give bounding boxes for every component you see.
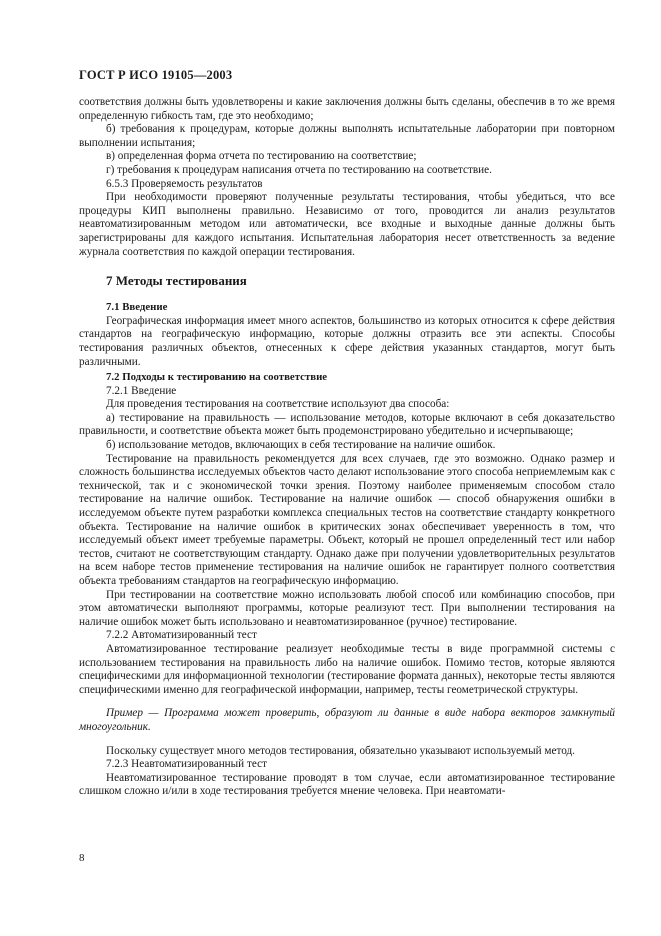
subsection-heading: 7.2.1 Введение (106, 384, 177, 397)
subsection-heading: 7.2.2 Автоматизированный тест (106, 629, 257, 642)
paragraph: Неавтоматизированное тестирование проводят в том случае, если автоматизированное тестирование слишком сложно и/или в ходе тестирования требуется мнение человека. При неавтомати- (79, 771, 615, 798)
list-item: б) требования к процедурам, которые должны выполнять испытательные лаборатории при повторном выполнении испытания; (79, 123, 615, 149)
subsection-title: 7.2 Подходы к тестированию на соответствие (106, 371, 328, 384)
document-body (79, 96, 615, 799)
section-title: 7 Методы тестирования (106, 273, 247, 289)
document-header: ГОСТ Р ИСО 19105—2003 (79, 68, 233, 82)
paragraph: соответствия должны быть удовлетворены и какие заключения должны быть сделаны, обеспечив в то же время определенную гибкость там, где это необходимо; (79, 96, 615, 122)
paragraph: Для проведения тестирования на соответствие используют два способа: (106, 398, 450, 411)
list-item: г) требования к процедурам написания отчета по тестированию на соответствие. (106, 163, 492, 176)
subsection-heading: 7.2.3 Неавтоматизированный тест (106, 758, 267, 771)
paragraph: При необходимости проверяют полученные результаты тестирования, чтобы убедиться, что все процедуры КИП выполнены правильно. Независимо от того, проводится ли анализ результатов неавтоматизированным методом или автоматически, все входные и выходные данные должны быть зарегистрированы для каждого испытания. Испытательная лаборатория несет ответственность за ведение журнала соответствия по каждой операции тестирования. (79, 191, 615, 258)
paragraph: При тестировании на соответствие можно использовать любой способ или комбинацию способов, при этом автоматически выполняют программы, которые реализуют тест. При выполнении тестирования на наличие ошибок может быть использовано и неавтоматизированное (ручное) тестирование. (79, 588, 615, 628)
list-item: в) определенная форма отчета по тестированию на соответствие; (106, 150, 417, 163)
example-note: Пример — Программа может проверить, образуют ли данные в виде набора векторов замкнутый многоугольник. (79, 707, 615, 733)
paragraph: Тестирование на правильность рекомендуется для всех случаев, где это возможно. Однако размер и сложность большинства исследуемых объектов часто делают использование этого способа неприемлемым как с технической, так и с экономической точки зрения. Поэтому наиболее применяемым способом стало тестирование на наличие ошибок. Тестирование на наличие ошибок — способ обнаружения ошибки в исследуемом объекте путем разработки комплекса специальных тестов на соответствие стандарту конкретного объекта. Тестирование на наличие ошибок в критических зонах обеспечивает уверенность в том, что исследуемый объект имеет требуемые параметры. Объект, который не прошел определенный тест или набор тестов, считают не соответствующим стандарту. Однако даже при получении удовлетворительных результатов на всем наборе тестов применение тестирования на наличие ошибок не гарантирует полного соответствия объекта требованиям стандартов на географическую информацию. (79, 452, 615, 587)
page-number: 8 (79, 852, 85, 864)
subsection-heading: 6.5.3 Проверяемость результатов (106, 177, 263, 190)
list-item: а) тестирование на правильность — использование методов, которые включают в себя доказательство правильности, и соответствие объекта может быть продемонстрировано убедительно и исчерпывающе; (79, 411, 615, 438)
paragraph: Поскольку существует много методов тестирования, обязательно указывают используемый метод. (106, 744, 575, 757)
list-item: б) использование методов, включающих в себя тестирование на наличие ошибок. (106, 439, 496, 452)
paragraph: Географическая информация имеет много аспектов, большинство из которых относится к сфере действия стандартов на географическую информацию, которые должны отразить все эти аспекты. Способы тестирования различных объектов, отнесенных к сфере действия указанных стандартов, могут быть различными. (79, 314, 615, 368)
paragraph: Автоматизированное тестирование реализует необходимые тесты в виде программной системы с использованием тестирования на правильность либо на наличие ошибок. Помимо тестов, которые являются специфическими для информационной технологии (тестирование формата данных), некоторые тесты являются специфическими именно для географической информации, например, тесты геометрической структуры. (79, 642, 615, 696)
subsection-title: 7.1 Введение (106, 301, 168, 314)
